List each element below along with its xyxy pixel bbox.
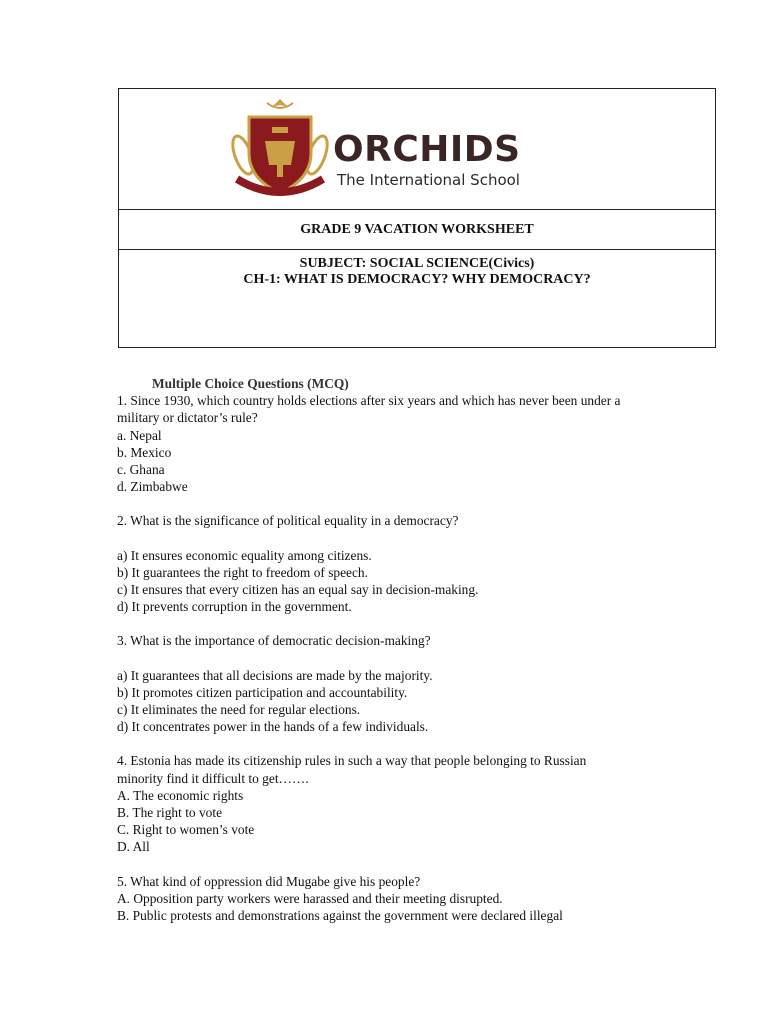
option: a) It guarantees that all decisions are made by the majority. xyxy=(117,667,433,683)
section-heading: Multiple Choice Questions (MCQ) xyxy=(152,376,349,391)
option: d) It concentrates power in the hands of a few individuals. xyxy=(117,719,429,735)
option: c) It eliminates the need for regular elections. xyxy=(117,702,361,718)
option: A. The economic rights xyxy=(117,787,244,803)
option: B. The right to vote xyxy=(117,805,223,821)
question-3 xyxy=(117,632,677,735)
question-text: 3. What is the importance of democratic decision-making? xyxy=(117,633,431,649)
option: C. Right to women’s vote xyxy=(117,822,255,838)
option: c. Ghana xyxy=(117,462,165,478)
option: D. All xyxy=(117,839,150,855)
grade-title: GRADE 9 VACATION WORKSHEET xyxy=(119,210,715,250)
question-text: 1. Since 1930, which country holds elections after six years and which has never been under a xyxy=(117,393,621,409)
option: a) It ensures economic equality among citizens. xyxy=(117,547,372,563)
worksheet-content xyxy=(117,375,677,924)
question-text: 2. What is the significance of political equality in a democracy? xyxy=(117,513,459,529)
option: d. Zimbabwe xyxy=(117,479,188,495)
subject-title: SUBJECT: SOCIAL SCIENCE(Civics) xyxy=(299,256,535,271)
option: d) It prevents corruption in the government. xyxy=(117,599,352,615)
logo-tagline: The International School xyxy=(337,171,520,189)
option: b) It promotes citizen participation and accountability. xyxy=(117,684,408,700)
option: A. Opposition party workers were harassed and their meeting disrupted. xyxy=(117,890,503,906)
question-4 xyxy=(117,752,677,855)
question-2 xyxy=(117,512,677,615)
logo-wordmark: ORCHIDS xyxy=(333,129,521,170)
question-text: minority find it difficult to get……. xyxy=(117,770,309,786)
option: B. Public protests and demonstrations against the government were declared illegal xyxy=(117,908,563,924)
option: c) It ensures that every citizen has an equal say in decision-making. xyxy=(117,582,479,598)
chapter-title: CH-1: WHAT IS DEMOCRACY? WHY DEMOCRACY? xyxy=(243,272,591,287)
option: b) It guarantees the right to freedom of speech. xyxy=(117,564,368,580)
subject-cell xyxy=(119,250,715,347)
option: a. Nepal xyxy=(117,427,162,443)
school-logo xyxy=(227,95,547,203)
question-1 xyxy=(117,392,677,495)
worksheet-header xyxy=(118,88,716,348)
option: b. Mexico xyxy=(117,444,172,460)
question-5 xyxy=(117,873,677,925)
question-text: 5. What kind of oppression did Mugabe give his people? xyxy=(117,873,421,889)
crest-icon xyxy=(227,95,333,203)
question-text: military or dictator’s rule? xyxy=(117,410,258,426)
question-text: 4. Estonia has made its citizenship rules in such a way that people belonging to Russian xyxy=(117,753,587,769)
logo-cell xyxy=(119,89,715,210)
